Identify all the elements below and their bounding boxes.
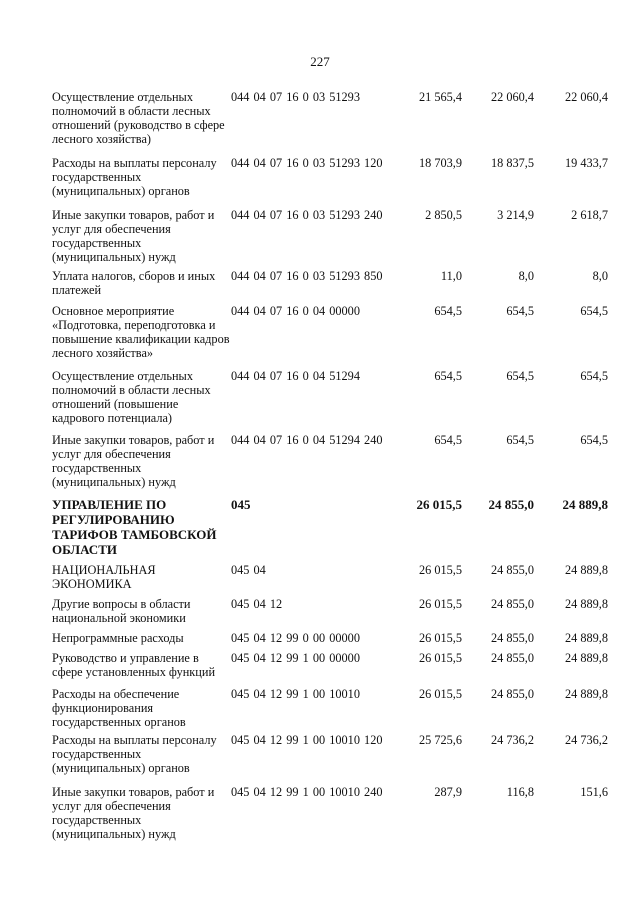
row-code: 044 04 07 16 0 04 51294 (231, 369, 360, 383)
row-value-2: 654,5 (506, 304, 534, 318)
row-name: Иные закупки товаров, работ и услуг для обеспечения государственных (муниципальных) нужд (52, 785, 215, 841)
table-row (0, 208, 640, 269)
table-row (0, 631, 640, 651)
row-code: 045 04 12 99 0 00 00000 (231, 631, 360, 645)
row-value-1: 26 015,5 (416, 497, 462, 512)
row-name: Другие вопросы в области национальной экономики (52, 597, 191, 625)
row-code: 045 (231, 497, 251, 512)
row-value-1: 654,5 (434, 304, 462, 318)
row-code: 045 04 12 99 1 00 00000 (231, 651, 360, 665)
row-value-3: 24 736,2 (564, 733, 608, 747)
row-value-3: 24 889,8 (564, 631, 608, 645)
row-name: Непрограммные расходы (52, 631, 184, 645)
row-value-1: 26 015,5 (418, 631, 462, 645)
budget-table (0, 90, 640, 845)
row-value-1: 18 703,9 (418, 156, 462, 170)
page-number: 227 (310, 54, 330, 69)
row-value-2: 3 214,9 (497, 208, 534, 222)
row-name: Расходы на выплаты персоналу государственных (муниципальных) органов (52, 733, 217, 775)
row-value-2: 24 855,0 (490, 631, 534, 645)
row-value-3: 654,5 (580, 304, 608, 318)
row-value-1: 654,5 (434, 433, 462, 447)
row-name: Осуществление отдельных полномочий в области лесных отношений (повышение кадрового потенциала) (52, 369, 211, 425)
row-name: УПРАВЛЕНИЕ ПО РЕГУЛИРОВАНИЮ ТАРИФОВ ТАМБОВСКОЙ ОБЛАСТИ (52, 497, 217, 557)
row-code: 045 04 (231, 563, 266, 577)
row-value-3: 22 060,4 (564, 90, 608, 104)
table-row (0, 269, 640, 304)
row-name: Расходы на обеспечение функционирования государственных органов (52, 687, 186, 729)
row-value-3: 8,0 (592, 269, 608, 283)
table-row (0, 433, 640, 497)
row-code: 045 04 12 (231, 597, 283, 611)
row-code: 044 04 07 16 0 03 51293 120 (231, 156, 383, 170)
row-value-1: 26 015,5 (418, 597, 462, 611)
row-value-3: 24 889,8 (562, 497, 608, 512)
row-name: Расходы на выплаты персоналу государственных (муниципальных) органов (52, 156, 217, 198)
row-name: Руководство и управление в сфере установленных функций (52, 651, 216, 679)
row-value-2: 24 736,2 (490, 733, 534, 747)
row-value-1: 26 015,5 (418, 563, 462, 577)
row-code: 044 04 07 16 0 03 51293 240 (231, 208, 383, 222)
row-code: 045 04 12 99 1 00 10010 240 (231, 785, 383, 799)
table-row (0, 369, 640, 433)
row-value-3: 24 889,8 (564, 651, 608, 665)
row-value-2: 116,8 (506, 785, 534, 799)
row-value-2: 24 855,0 (490, 563, 534, 577)
row-value-2: 18 837,5 (490, 156, 534, 170)
row-value-2: 654,5 (506, 369, 534, 383)
table-row (0, 156, 640, 208)
row-value-2: 24 855,0 (490, 597, 534, 611)
row-value-2: 654,5 (506, 433, 534, 447)
row-value-3: 24 889,8 (564, 687, 608, 701)
table-row (0, 687, 640, 733)
table-row (0, 785, 640, 845)
row-value-3: 24 889,8 (564, 597, 608, 611)
row-name: Иные закупки товаров, работ и услуг для обеспечения государственных (муниципальных) нужд (52, 433, 215, 489)
row-value-1: 25 725,6 (418, 733, 462, 747)
row-value-1: 2 850,5 (425, 208, 462, 222)
row-value-2: 24 855,0 (490, 687, 534, 701)
table-row (0, 563, 640, 597)
row-value-2: 22 060,4 (490, 90, 534, 104)
row-value-3: 24 889,8 (564, 563, 608, 577)
row-name: Основное мероприятие «Подготовка, переподготовка и повышение квалификации кадров лесного хозяйства» (52, 304, 230, 360)
row-value-2: 24 855,0 (490, 651, 534, 665)
table-row (0, 651, 640, 687)
row-code: 045 04 12 99 1 00 10010 (231, 687, 360, 701)
row-name: Уплата налогов, сборов и иных платежей (52, 269, 216, 297)
row-value-3: 151,6 (580, 785, 608, 799)
row-value-1: 26 015,5 (418, 651, 462, 665)
row-code: 044 04 07 16 0 03 51293 850 (231, 269, 383, 283)
row-value-1: 654,5 (434, 369, 462, 383)
row-value-1: 21 565,4 (418, 90, 462, 104)
row-value-1: 26 015,5 (418, 687, 462, 701)
row-value-2: 24 855,0 (488, 497, 534, 512)
row-code: 044 04 07 16 0 04 51294 240 (231, 433, 383, 447)
row-value-2: 8,0 (518, 269, 534, 283)
row-value-3: 654,5 (580, 433, 608, 447)
row-name: НАЦИОНАЛЬНАЯ ЭКОНОМИКА (52, 563, 156, 591)
table-row (0, 304, 640, 369)
row-value-1: 287,9 (434, 785, 462, 799)
table-row (0, 90, 640, 156)
row-code: 044 04 07 16 0 03 51293 (231, 90, 360, 104)
table-row (0, 733, 640, 785)
row-code: 045 04 12 99 1 00 10010 120 (231, 733, 383, 747)
row-code: 044 04 07 16 0 04 00000 (231, 304, 360, 318)
row-value-1: 11,0 (440, 269, 462, 283)
table-row (0, 497, 640, 563)
row-name: Осуществление отдельных полномочий в области лесных отношений (руководство в сфере лесного хозяйства) (52, 90, 225, 146)
row-value-3: 2 618,7 (571, 208, 608, 222)
row-name: Иные закупки товаров, работ и услуг для обеспечения государственных (муниципальных) нужд (52, 208, 215, 264)
table-row (0, 597, 640, 631)
row-value-3: 19 433,7 (564, 156, 608, 170)
row-value-3: 654,5 (580, 369, 608, 383)
